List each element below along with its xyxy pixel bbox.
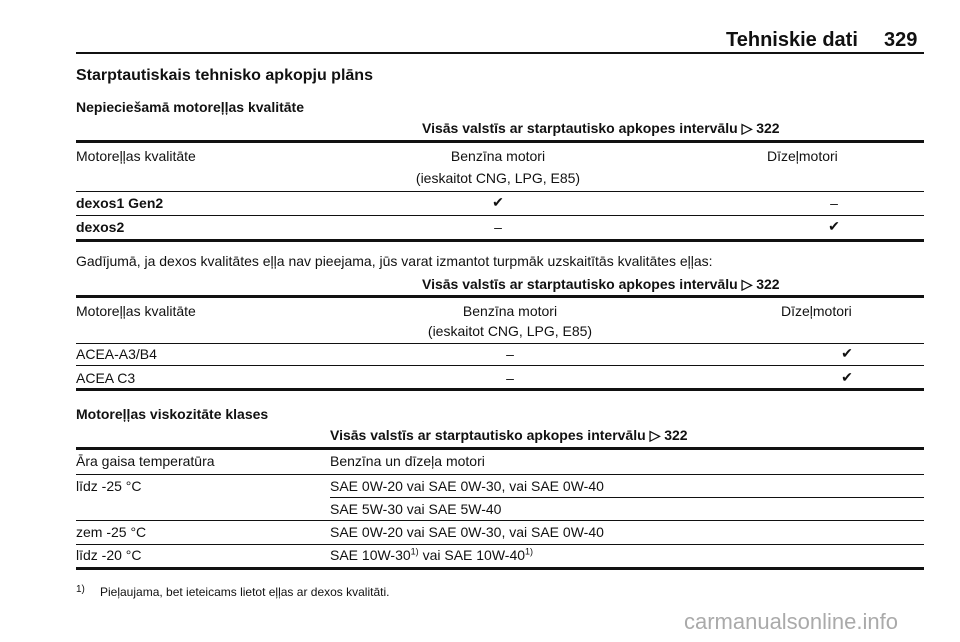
table2-col-quality: Motoreļļas kvalitāte xyxy=(76,303,196,319)
table1-caption xyxy=(422,120,780,137)
table1-row-name: dexos2 xyxy=(76,219,125,235)
table2-caption-text: Visās valstīs ar starptautisko apkopes intervālu xyxy=(422,276,742,292)
header-divider xyxy=(76,52,924,54)
table2-top-rule xyxy=(76,295,924,298)
table3-col-oil: Benzīna un dīzeļa motori xyxy=(330,453,485,469)
footnote-ref: 1) xyxy=(410,546,419,557)
table2-row-rule xyxy=(76,365,924,366)
page-number: 329 xyxy=(884,29,918,51)
check-icon: ✔ xyxy=(841,369,853,385)
check-icon: ✔ xyxy=(492,194,504,210)
check-icon: ✔ xyxy=(828,218,840,234)
note-text: Gadījumā, ja dexos kvalitātes eļļa nav pieejama, jūs varat izmantot turpmāk uzskaitītās kvalitātes eļļas: xyxy=(76,253,713,269)
table1-bottom-rule xyxy=(76,239,924,242)
table1-row-name: dexos1 Gen2 xyxy=(76,195,164,211)
table3-caption-text: Visās valstīs ar starptautisko apkopes intervālu xyxy=(330,427,650,443)
table1-col-quality: Motoreļļas kvalitāte xyxy=(76,148,196,164)
table3-caption-ref[interactable]: 322 xyxy=(664,427,688,443)
table2-col-petrol: Benzīna motori xyxy=(462,303,558,319)
table3-row-temp: zem -25 °C xyxy=(76,524,147,540)
table3-subrow-rule xyxy=(330,497,924,498)
table3-row-rule xyxy=(76,544,924,545)
table2-col-diesel: Dīzeļmotori xyxy=(781,303,852,319)
page-header-title: Tehniskie dati xyxy=(726,29,858,51)
table2-bottom-rule xyxy=(76,388,924,391)
table3-row-temp: līdz -20 °C xyxy=(76,547,142,563)
oil-text: SAE 10W-30 xyxy=(330,547,411,563)
table3-row-oil xyxy=(330,547,533,563)
table3-row-oil: SAE 0W-20 vai SAE 0W-30, vai SAE 0W-40 xyxy=(330,478,604,494)
oil-text: vai SAE 10W-40 xyxy=(418,547,526,563)
table1-col-petrol-sub: (ieskaitot CNG, LPG, E85) xyxy=(415,170,581,186)
footnote-text: Pieļaujama, bet ieteicams lietot eļļas ar dexos kvalitāti. xyxy=(100,585,390,599)
table2-col-petrol-sub: (ieskaitot CNG, LPG, E85) xyxy=(427,323,593,339)
table3-top-rule xyxy=(76,447,924,450)
table3-row-rule xyxy=(76,520,924,521)
table3-col-temp: Āra gaisa temperatūra xyxy=(76,453,215,469)
table2-caption-ref[interactable]: 322 xyxy=(756,276,780,292)
table1-row-rule xyxy=(76,215,924,216)
table2-row-name: ACEA-A3/B4 xyxy=(76,346,157,362)
table1-header-rule xyxy=(76,191,924,192)
table3-header-rule xyxy=(76,474,924,475)
table1-heading: Nepieciešamā motoreļļas kvalitāte xyxy=(76,99,305,115)
table1-caption-ref[interactable]: 322 xyxy=(756,120,780,136)
ref-arrow-icon: ▷ xyxy=(741,120,753,136)
dash-mark: – xyxy=(506,346,514,362)
dash-mark: – xyxy=(830,195,838,211)
table3-bottom-rule xyxy=(76,567,924,570)
table2-row-name: ACEA C3 xyxy=(76,370,136,386)
table1-col-petrol: Benzīna motori xyxy=(450,148,546,164)
table2-caption xyxy=(422,276,780,293)
table2-header-rule xyxy=(76,343,924,344)
dash-mark: – xyxy=(506,370,514,386)
table1-caption-text: Visās valstīs ar starptautisko apkopes intervālu xyxy=(422,120,742,136)
table3-row-oil: SAE 0W-20 vai SAE 0W-30, vai SAE 0W-40 xyxy=(330,524,604,540)
footnote-mark: 1) xyxy=(76,584,85,595)
table1-col-diesel: Dīzeļmotori xyxy=(767,148,838,164)
table3-caption xyxy=(330,427,688,444)
check-icon: ✔ xyxy=(841,345,853,361)
watermark[interactable]: carmanualsonline.info xyxy=(683,609,898,634)
table1-top-rule xyxy=(76,140,924,143)
table3-heading: Motoreļļas viskozitāte klases xyxy=(76,406,269,422)
footnote-ref: 1) xyxy=(525,546,534,557)
ref-arrow-icon: ▷ xyxy=(741,276,753,292)
dash-mark: – xyxy=(494,219,502,235)
table3-row-oil: SAE 5W-30 vai SAE 5W-40 xyxy=(330,501,502,517)
section-title: Starptautiskais tehnisko apkopju plāns xyxy=(76,67,373,84)
table3-row-temp: līdz -25 °C xyxy=(76,478,142,494)
ref-arrow-icon: ▷ xyxy=(649,427,661,443)
